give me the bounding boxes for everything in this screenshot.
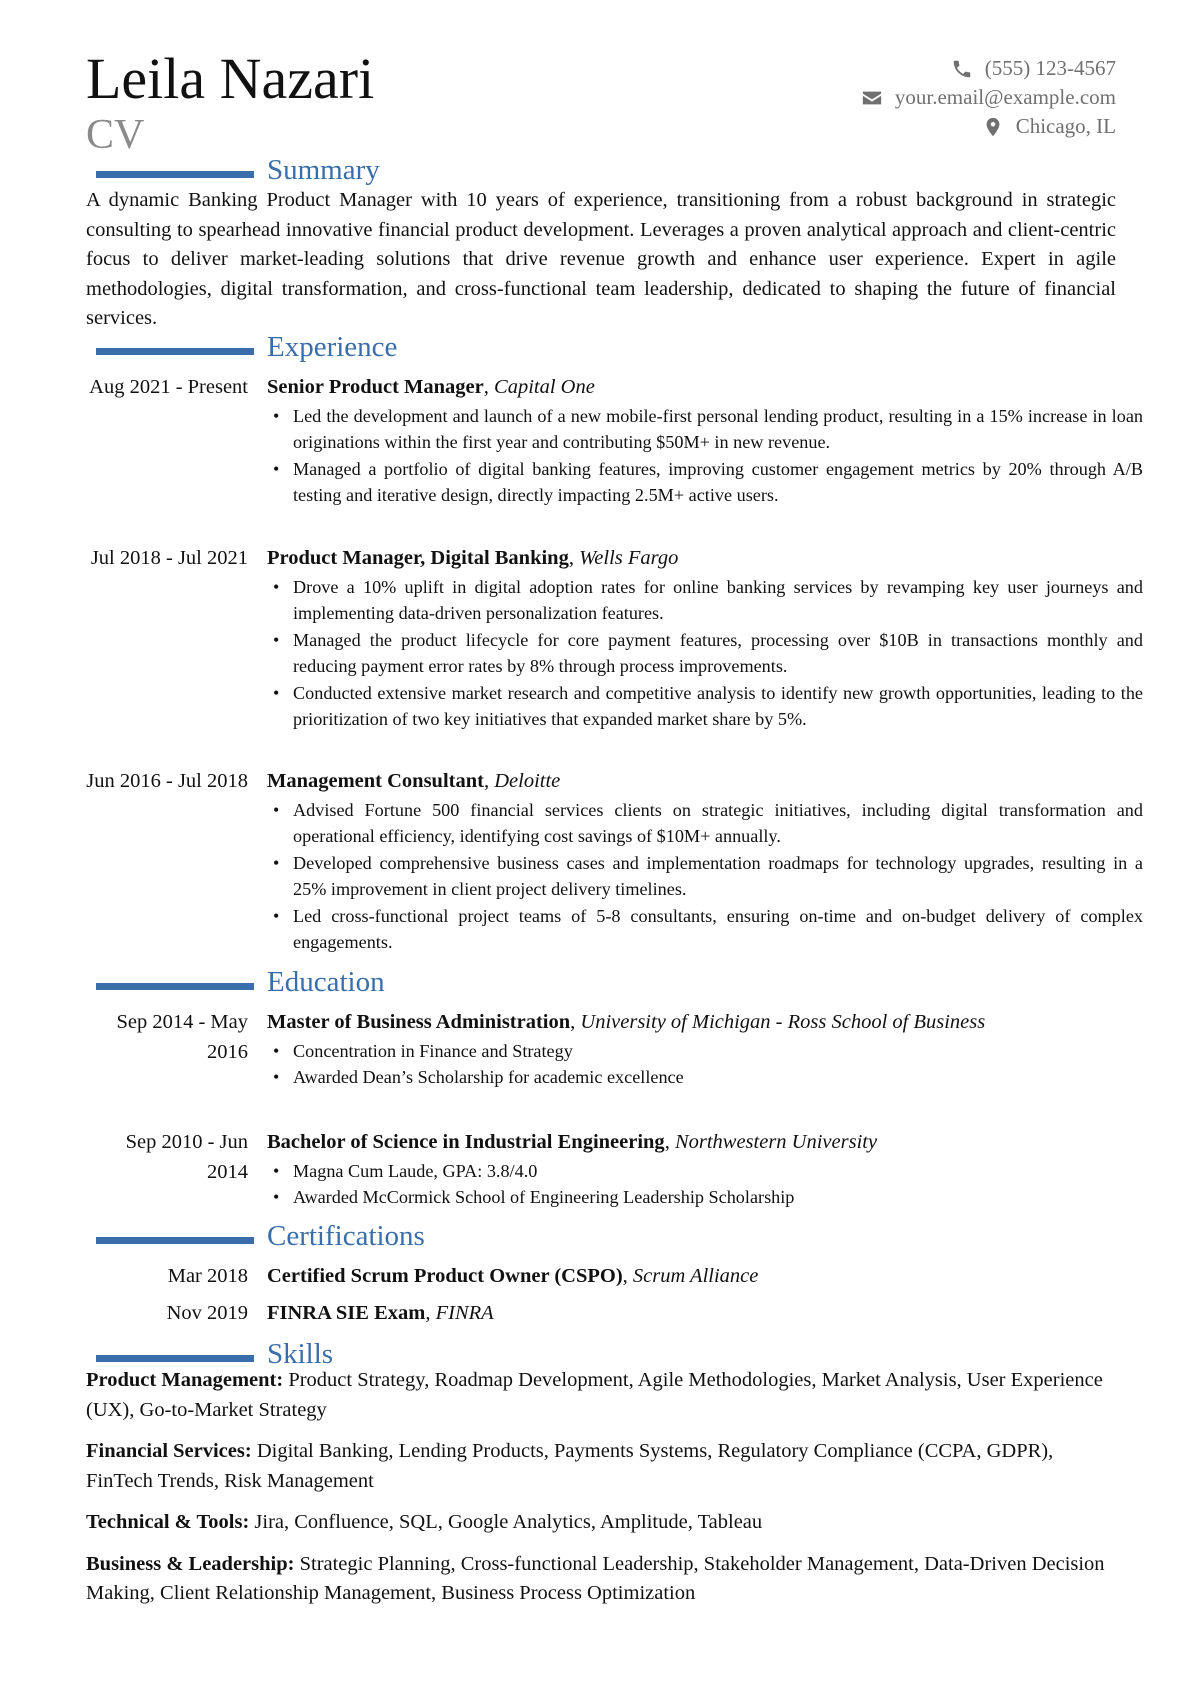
entry-role: Master of Business Administration bbox=[267, 1011, 571, 1033]
bullet-item: • Led cross-functional project teams of 5-8 consultants, ensuring on-time and on-budget delivery of complex engagements. bbox=[267, 903, 1143, 956]
contact-block bbox=[861, 54, 1116, 141]
entry-organization: University of Michigan - Ross School of Business bbox=[580, 1011, 986, 1033]
bullet-item: • Conducted extensive market research and competitive analysis to identify new growth opportunities, leading to the prioritization of two key initiatives that expanded market share by 5%. bbox=[267, 680, 1143, 733]
skill-items: Strategic Planning, Cross-functional Leadership, Stakeholder Management, Data-Driven Decision Making, Client Relationship Management, Business Process Optimization bbox=[86, 1552, 1105, 1604]
skill-items: Digital Banking, Lending Products, Payments Systems, Regulatory Compliance (CCPA, GDPR), FinTech Trends, Risk Management bbox=[86, 1440, 1054, 1492]
section-title: Skills bbox=[267, 1338, 334, 1370]
entry-organization: FINRA bbox=[435, 1302, 494, 1324]
bullet-item: • Concentration in Finance and Strategy bbox=[267, 1038, 1143, 1065]
contact-email[interactable] bbox=[861, 83, 1116, 112]
candidate-name: Leila Nazari bbox=[86, 46, 375, 111]
skill-category: Business & Leadership: bbox=[86, 1552, 295, 1575]
map-pin-icon bbox=[982, 116, 1004, 138]
bullet-item: • Magna Cum Laude, GPA: 3.8/4.0 bbox=[267, 1158, 1143, 1185]
email-text: your.email@example.com bbox=[894, 85, 1116, 109]
entry-role: Bachelor of Science in Industrial Engineering bbox=[267, 1131, 665, 1153]
skill-category: Technical & Tools: bbox=[86, 1511, 250, 1533]
bullet-item: • Advised Fortune 500 financial services clients on strategic initiatives, including digital transformation and operational efficiency, identifying cost savings of $10M+ annually. bbox=[267, 797, 1143, 850]
entry-role: Product Manager, Digital Banking bbox=[267, 547, 569, 569]
skill-items: Jira, Confluence, SQL, Google Analytics, Amplitude, Tableau bbox=[254, 1511, 763, 1533]
bullet-item: • Developed comprehensive business cases and implementation roadmaps for technology upgrades, resulting in a 25% improvement in client project delivery timelines. bbox=[267, 850, 1143, 903]
entry-organization: Wells Fargo bbox=[579, 547, 679, 569]
entry-role: Certified Scrum Product Owner (CSPO) bbox=[267, 1265, 623, 1287]
section-accent-bar bbox=[96, 348, 254, 355]
entry-role: FINRA SIE Exam bbox=[267, 1302, 426, 1324]
skill-group bbox=[86, 1366, 1116, 1425]
summary-text: A dynamic Banking Product Manager with 10 years of experience, transitioning from a robust background in strategic consulting to spearhead innovative financial product development. Leverages a proven analytical approach and client-centric focus to deliver market-leading solutions that drive revenue growth and enhance user experience. Expert in agile methodologies, digital transformation, and cross-functional team leadership, dedicated to shaping the future of financial services. bbox=[86, 189, 1116, 329]
skill-category: Product Management: bbox=[86, 1369, 284, 1391]
entry-organization: Scrum Alliance bbox=[632, 1265, 759, 1287]
section-accent-bar bbox=[96, 1355, 254, 1362]
location-text: Chicago, IL bbox=[1015, 114, 1116, 138]
section-accent-bar bbox=[96, 983, 254, 990]
document-type: CV bbox=[86, 112, 145, 158]
bullet-item: • Drove a 10% uplift in digital adoption rates for online banking services by revamping key user journeys and implementing data-driven personalization features. bbox=[267, 574, 1143, 627]
bullet-item: • Awarded McCormick School of Engineering Leadership Scholarship bbox=[267, 1184, 1143, 1211]
entry-organization: Northwestern University bbox=[674, 1131, 878, 1153]
skill-items: Product Strategy, Roadmap Development, Agile Methodologies, Market Analysis, User Experience (UX), Go-to-Market Strategy bbox=[86, 1369, 1103, 1421]
section-title: Summary bbox=[267, 154, 380, 186]
skill-group bbox=[86, 1437, 1116, 1496]
section-title: Education bbox=[267, 966, 385, 998]
skill-category: Financial Services: bbox=[86, 1440, 252, 1462]
entry-date: Nov 2019 bbox=[166, 1302, 248, 1324]
bullet-item: • Managed a portfolio of digital banking features, improving customer engagement metrics by 20% through A/B testing and iterative design, directly impacting 2.5M+ active users. bbox=[267, 456, 1143, 509]
bullet-item: • Managed the product lifecycle for core payment features, processing over $10B in transactions monthly and reducing payment error rates by 8% through process improvements. bbox=[267, 627, 1143, 680]
entry-organization: Capital One bbox=[494, 376, 595, 398]
cv-page: Leila Nazari CV (555) 123-4567 your.email@example.com Chicago, IL Summary A dynamic Banking Product Manager with 10 years of experience, transitioning from a robust background in strategic consulting to spearhead innovative financial product development. Leverages a proven analytical approach and client-centric focus to deliver market-leading solutions that drive revenue growth and enhance user experience. Expert in agile methodologies, digital transformation, and cross-functional team leadership, dedicated to shaping the future of financial services. Experience Aug 2021 - Present Senior Product Manager, Capital One • Led the development and launch of a new mobile-first personal lending product, resulting in a 15% increase in loan originations within the first year and contributing $50M+ in new revenue. • Managed a portfolio of digital banking features, improving customer engagement metrics by 20% through A/B testing and iterative design, directly impacting 2.5M+ active users. Jul 2018 - Jul 2021 Product Manager, Digital Banking, Wells Fargo • Drove a 10% uplift in digital adoption rates for online banking services by revamping key user journeys and implementing data-driven personalization features. • Managed the product lifecycle for core payment features, processing over $10B in transactions monthly and reducing payment error rates by 8% through process improvements. • Conducted extensive market research and competitive analysis to identify new growth opportunities, leading to the prioritization of two key initiatives that expanded market share by 5%. Jun 2016 - Jul 2018 Management Consultant, Deloitte • Advised Fortune 500 financial services clients on strategic initiatives, including digital transformation and operational efficiency, identifying cost savings of $10M+ annually. • Developed comprehensive business cases and implementation roadmaps for technology upgrades, resulting in a 25% improvement in client project delivery timelines. • Led cross-functional project teams of 5-8 consultants, ensuring on-time and on-budget delivery of complex engagements. Education Sep 2014 - May 2016 Master of Business Administration, University of Michigan - Ross School of Business • Concentration in Finance and Strategy • Awarded Dean’s Scholarship for academic excellence Sep 2010 - Jun 2014 Bachelor of Science in Industrial Engineering, Northwestern University • Magna Cum Laude, GPA: 3.8/4.0 • Awarded McCormick School of Engineering Leadership Scholarship Certifications Mar 2018 Certified Scrum Product Owner (CSPO), Scrum Alliance Nov 2019 FINRA SIE Exam, FINRA Skills Product Management: Product Strategy, Roadmap Development, Agile Methodologies, Market Analysis, User Experience (UX), Go-to-Market Strategy Financial Services: Digital Banking, Lending Products, Payments Systems, Regulatory Compliance (CCPA, GDPR), FinTech Trends, Risk Management Technical & Tools: Jira, Confluence, SQL, Google Analytics, Amplitude, Tableau Business & Leadership: Strategic Planning, Cross-functional Leadership, Stakeholder Management, Data-Driven Decision Making, Client Relationship Management, Business Process Optimization bbox=[0, 0, 1190, 1683]
entry-date: Jun 2016 - Jul 2018 bbox=[86, 770, 248, 792]
section-accent-bar bbox=[96, 1237, 254, 1244]
section-accent-bar bbox=[96, 171, 254, 178]
phone-icon bbox=[951, 58, 973, 80]
phone-text: (555) 123-4567 bbox=[984, 56, 1116, 80]
skill-group bbox=[86, 1550, 1116, 1609]
entry-date: Jul 2018 - Jul 2021 bbox=[90, 547, 248, 569]
skills-list bbox=[86, 1366, 1116, 1621]
entry-date: Sep 2010 - Jun 2014 bbox=[125, 1131, 248, 1183]
entry-role: Management Consultant bbox=[267, 770, 484, 792]
entry-role: Senior Product Manager bbox=[267, 376, 484, 398]
bullet-item: • Led the development and launch of a new mobile-first personal lending product, resulting in a 15% increase in loan originations within the first year and contributing $50M+ in new revenue. bbox=[267, 403, 1143, 456]
entry-date: Sep 2014 - May 2016 bbox=[116, 1011, 248, 1063]
bullet-item: • Awarded Dean’s Scholarship for academic excellence bbox=[267, 1064, 1143, 1091]
section-title: Certifications bbox=[267, 1220, 425, 1252]
envelope-icon bbox=[861, 87, 883, 109]
entry-organization: Deloitte bbox=[494, 770, 561, 792]
contact-phone[interactable] bbox=[861, 54, 1116, 83]
skill-group bbox=[86, 1508, 1116, 1538]
entry-date: Aug 2021 - Present bbox=[89, 376, 248, 398]
contact-location bbox=[861, 112, 1116, 141]
section-title: Experience bbox=[267, 331, 398, 363]
entry-date: Mar 2018 bbox=[167, 1265, 248, 1287]
